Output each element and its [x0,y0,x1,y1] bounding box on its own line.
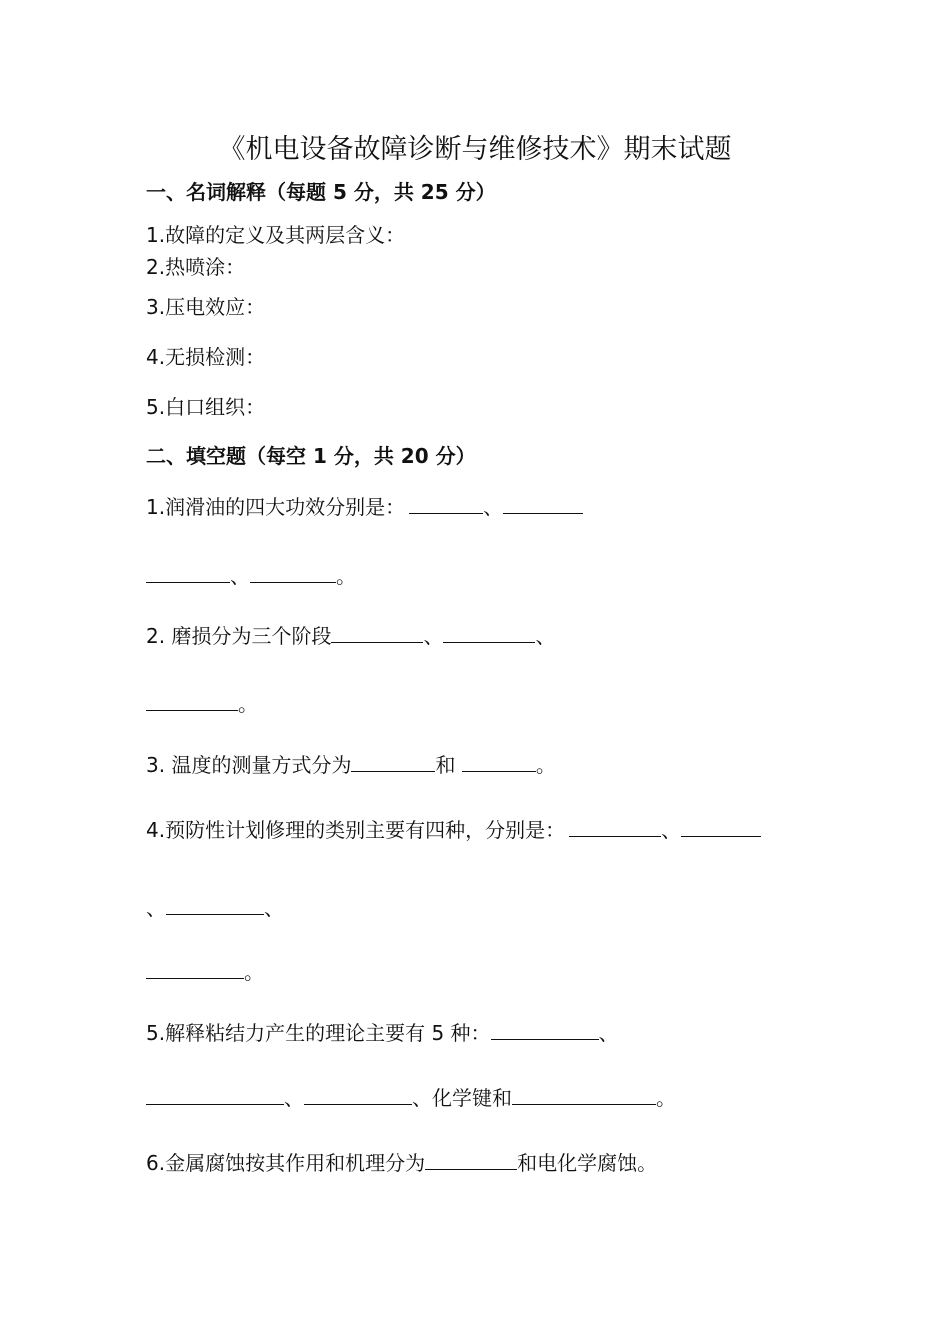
term-item-5: 5.白口组织： [146,395,266,419]
question-text: 5.解释粘结力产生的理论主要有 5 种： [146,1021,491,1045]
answer-blank[interactable] [166,896,264,915]
question-text: 3. 温度的测量方式分为 [146,753,352,777]
answer-blank[interactable] [146,1086,284,1105]
answer-blank[interactable] [146,692,238,711]
separator: 、 [284,1086,304,1110]
answer-blank[interactable] [503,495,583,514]
end-mark: 。 [244,960,264,984]
fill-question-6 [146,1149,657,1177]
page-title: 《机电设备故障诊断与维修技术》期末试题 [218,134,732,165]
end-mark: 。 [336,564,356,588]
term-item-4: 4.无损检测： [146,345,266,369]
answer-blank[interactable] [146,960,244,979]
separator: 、 [535,624,556,648]
end-mark: 。 [238,692,258,716]
section2-heading: 二、填空题（每空 1 分，共 20 分） [146,444,476,468]
separator: 、 [661,818,682,842]
answer-blank[interactable] [409,495,483,514]
answer-blank[interactable] [512,1086,656,1105]
separator: 、 [483,495,504,519]
end-mark: 。 [656,1086,676,1110]
fill-question-4-cont [146,894,284,922]
fill-question-1 [146,493,583,521]
connector: 和 [435,753,462,777]
separator: 、 [423,624,444,648]
term-item-3: 3.压电效应： [146,295,266,319]
answer-blank[interactable] [491,1021,599,1040]
answer-blank[interactable] [351,753,435,772]
separator: 、 [230,564,250,588]
answer-blank[interactable] [569,818,661,837]
separator: 、 [598,1021,619,1045]
answer-blank[interactable] [425,1151,517,1170]
question-text: 4.预防性计划修理的类别主要有四种，分别是： [146,818,566,842]
fill-question-4 [146,816,761,844]
question-tail: 和电化学腐蚀。 [517,1151,658,1175]
fill-question-2-cont [146,690,258,718]
answer-blank[interactable] [681,818,761,837]
question-text: 6.金属腐蚀按其作用和机理分为 [146,1151,426,1175]
end-mark: 。 [535,753,556,777]
connector: 、化学键和 [412,1086,512,1110]
answer-blank[interactable] [304,1086,412,1105]
term-item-2: 2.热喷涂： [146,255,246,279]
fill-question-4-cont2 [146,958,264,986]
separator: 、 [146,896,166,920]
answer-blank[interactable] [443,624,535,643]
fill-question-3 [146,751,556,779]
term-item-1: 1.故障的定义及其两层含义： [146,223,406,247]
answer-blank[interactable] [462,753,536,772]
answer-blank[interactable] [250,564,336,583]
question-text: 1.润滑油的四大功效分别是： [146,495,406,519]
fill-question-2 [146,622,555,650]
fill-question-5 [146,1019,619,1047]
question-text: 2. 磨损分为三个阶段 [146,624,332,648]
section1-heading: 一、名词解释（每题 5 分，共 25 分） [146,180,496,204]
fill-question-5-cont [146,1084,676,1112]
separator: 、 [264,896,284,920]
answer-blank[interactable] [146,564,230,583]
fill-question-1-cont [146,562,356,590]
answer-blank[interactable] [331,624,423,643]
